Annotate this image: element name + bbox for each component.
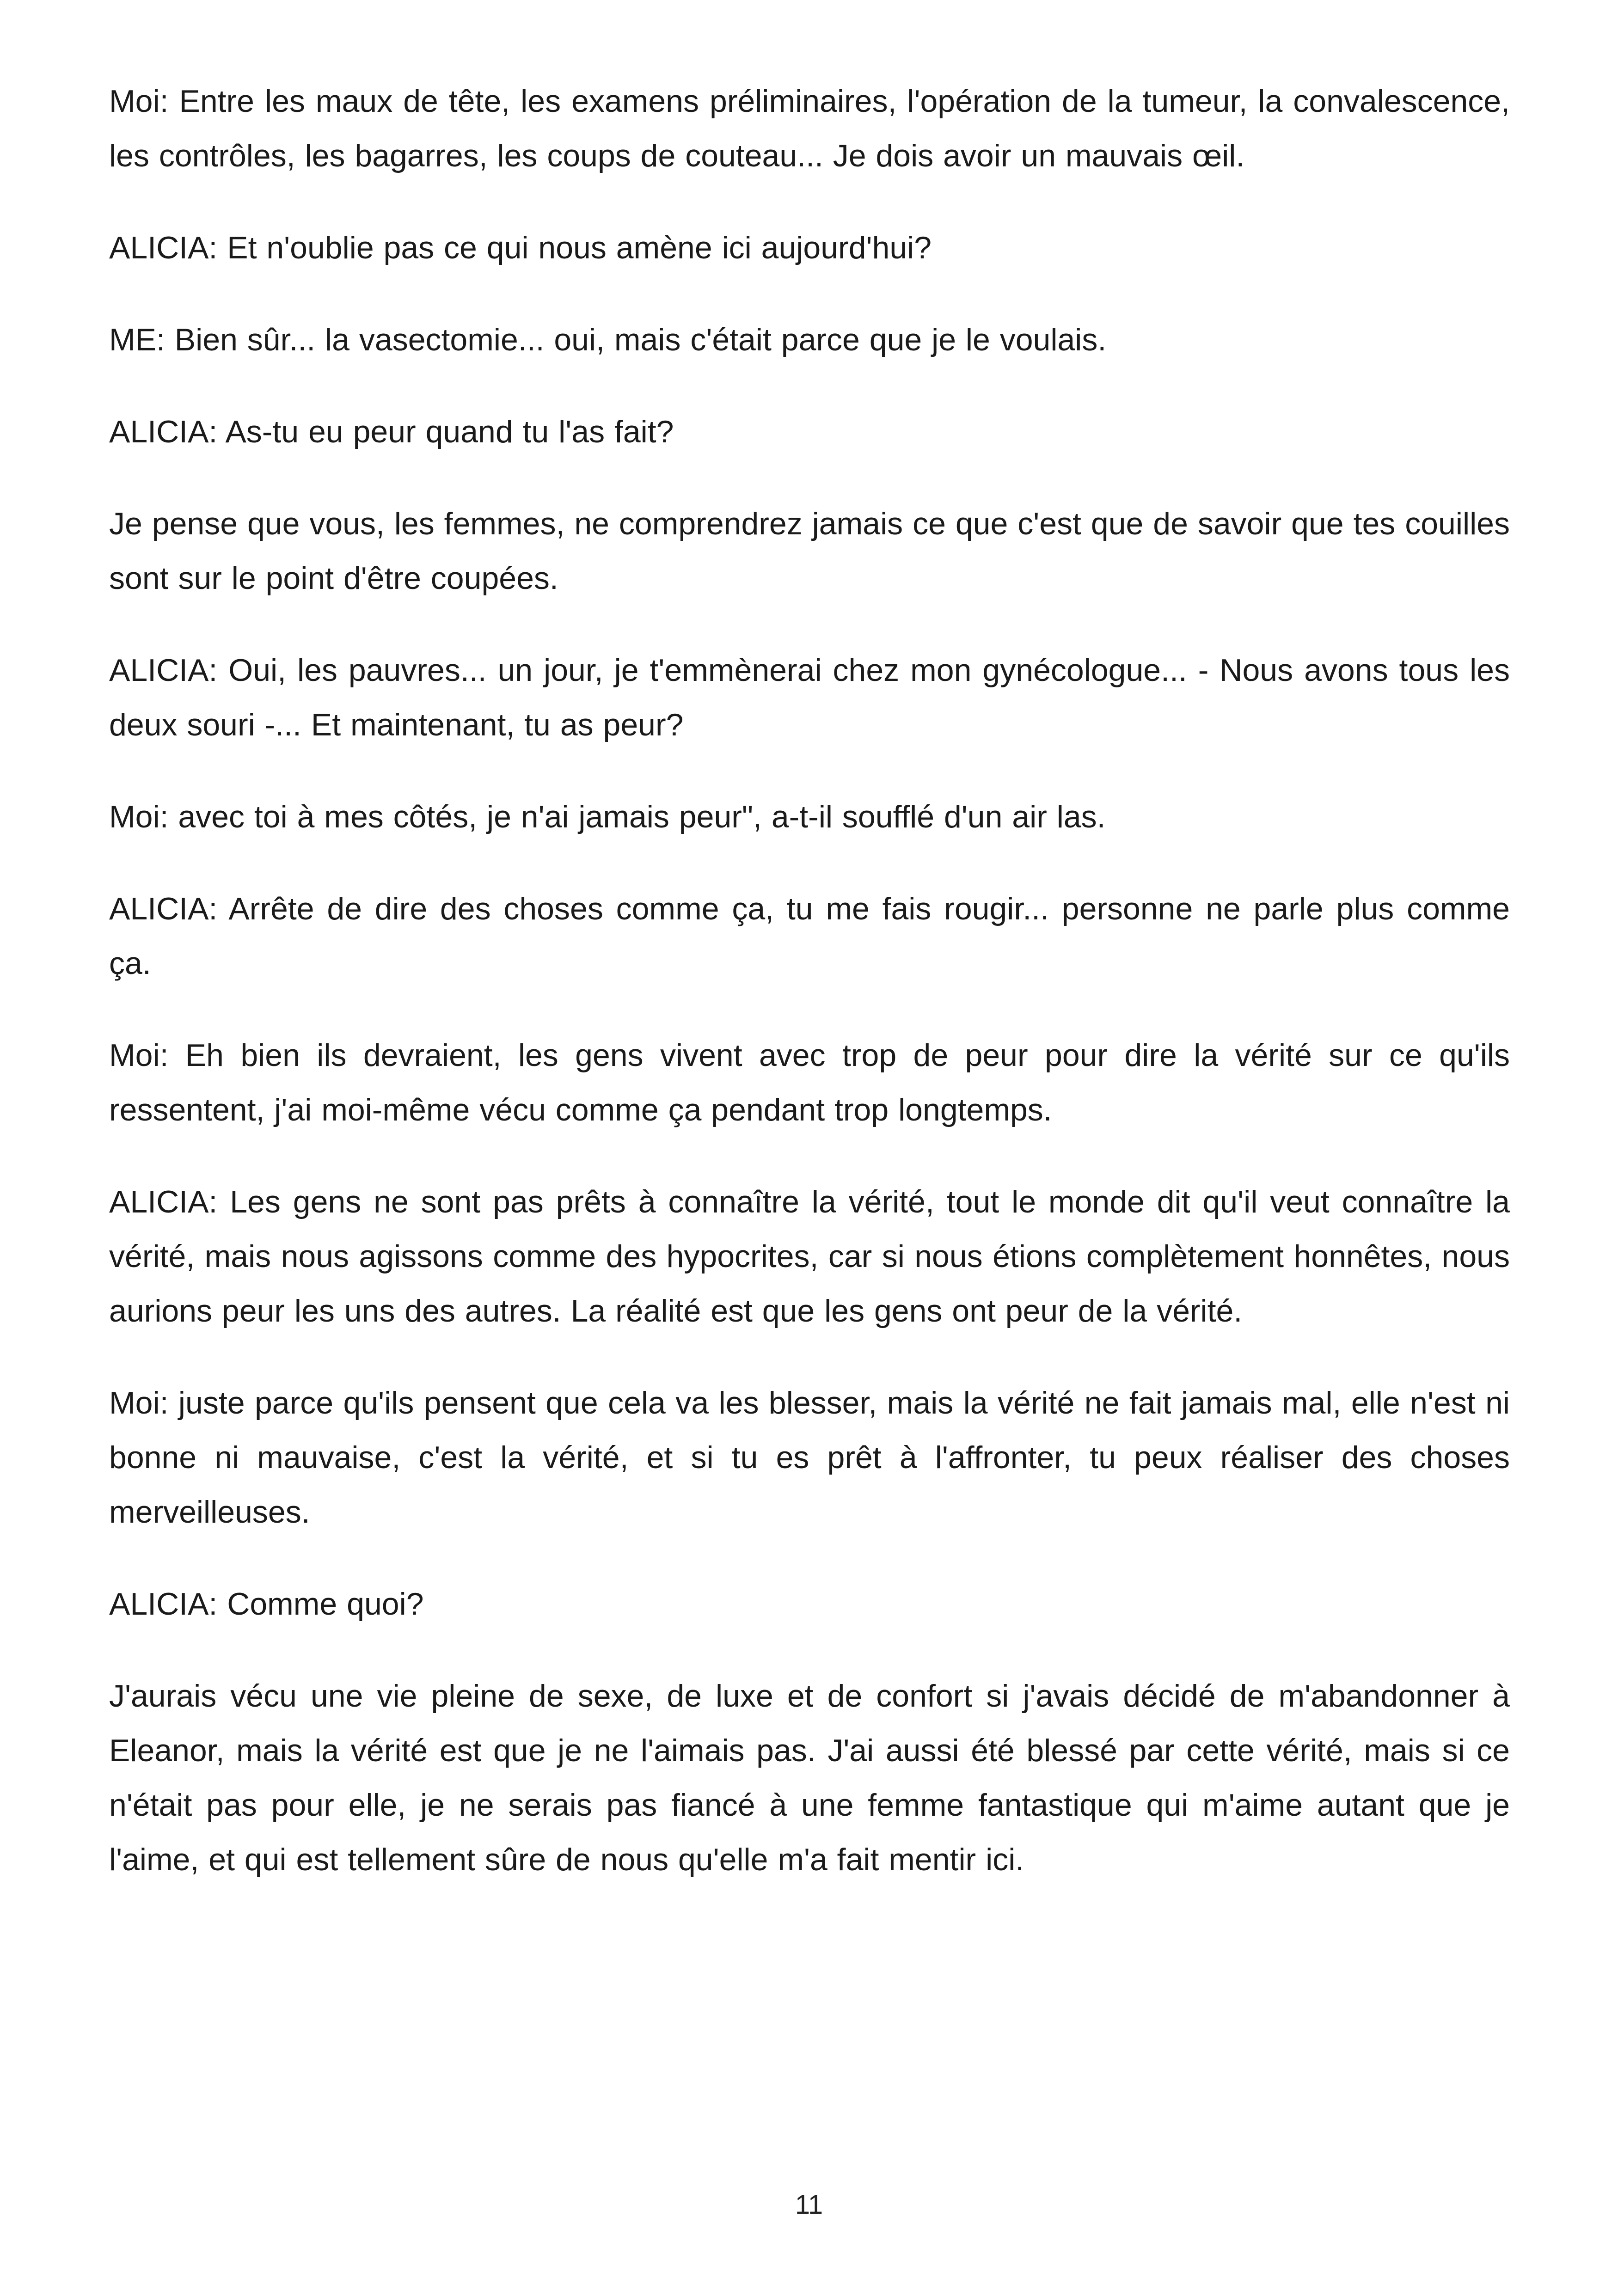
paragraph-8: ALICIA: Arrête de dire des choses comme ça, tu me fais rougir... personne ne parle plus comme ça. bbox=[109, 891, 1510, 981]
document-body bbox=[109, 74, 1510, 1924]
paragraph-2: ALICIA: Et n'oublie pas ce qui nous amène ici aujourd'hui? bbox=[109, 230, 932, 265]
paragraph-7: Moi: avec toi à mes côtés, je n'ai jamais peur", a-t-il soufflé d'un air las. bbox=[109, 799, 1106, 834]
page-number: 11 bbox=[795, 2190, 823, 2220]
paragraph-5: Je pense que vous, les femmes, ne comprendrez jamais ce que c'est que de savoir que tes couilles sont sur le point d'être coupées. bbox=[109, 506, 1510, 596]
paragraph-13: J'aurais vécu une vie pleine de sexe, de luxe et de confort si j'avais décidé de m'abandonner à Eleanor, mais la vérité est que je ne l'aimais pas. J'ai aussi été blessé par cette vérité, mais si ce n'était pas pour elle, je ne serais pas fiancé à une femme fantastique qui m'aime autant que je l'aime, et qui est tellement sûre de nous qu'elle m'a fait mentir ici. bbox=[109, 1678, 1510, 1877]
paragraph-11: Moi: juste parce qu'ils pensent que cela va les blesser, mais la vérité ne fait jamais mal, elle n'est ni bonne ni mauvaise, c'est la vérité, et si tu es prêt à l'affronter, tu peux réaliser des choses merveilleuses. bbox=[109, 1385, 1510, 1530]
paragraph-3: ME: Bien sûr... la vasectomie... oui, mais c'était parce que je le voulais. bbox=[109, 322, 1107, 357]
paragraph-4: ALICIA: As-tu eu peur quand tu l'as fait? bbox=[109, 414, 674, 449]
paragraph-1: Moi: Entre les maux de tête, les examens préliminaires, l'opération de la tumeur, la convalescence, les contrôles, les bagarres, les coups de couteau... Je dois avoir un mauvais œil. bbox=[109, 84, 1510, 173]
paragraph-12: ALICIA: Comme quoi? bbox=[109, 1586, 424, 1622]
paragraph-10: ALICIA: Les gens ne sont pas prêts à connaître la vérité, tout le monde dit qu'il veut connaître la vérité, mais nous agissons comme des hypocrites, car si nous étions complètement honnêtes, nous aurions peur les uns des autres. La réalité est que les gens ont peur de la vérité. bbox=[109, 1184, 1510, 1329]
paragraph-9: Moi: Eh bien ils devraient, les gens vivent avec trop de peur pour dire la vérité sur ce qu'ils ressentent, j'ai moi-même vécu comme ça pendant trop longtemps. bbox=[109, 1038, 1510, 1127]
paragraph-6: ALICIA: Oui, les pauvres... un jour, je t'emmènerai chez mon gynécologue... - Nous avons tous les deux souri -... Et maintenant, tu as peur? bbox=[109, 653, 1510, 742]
